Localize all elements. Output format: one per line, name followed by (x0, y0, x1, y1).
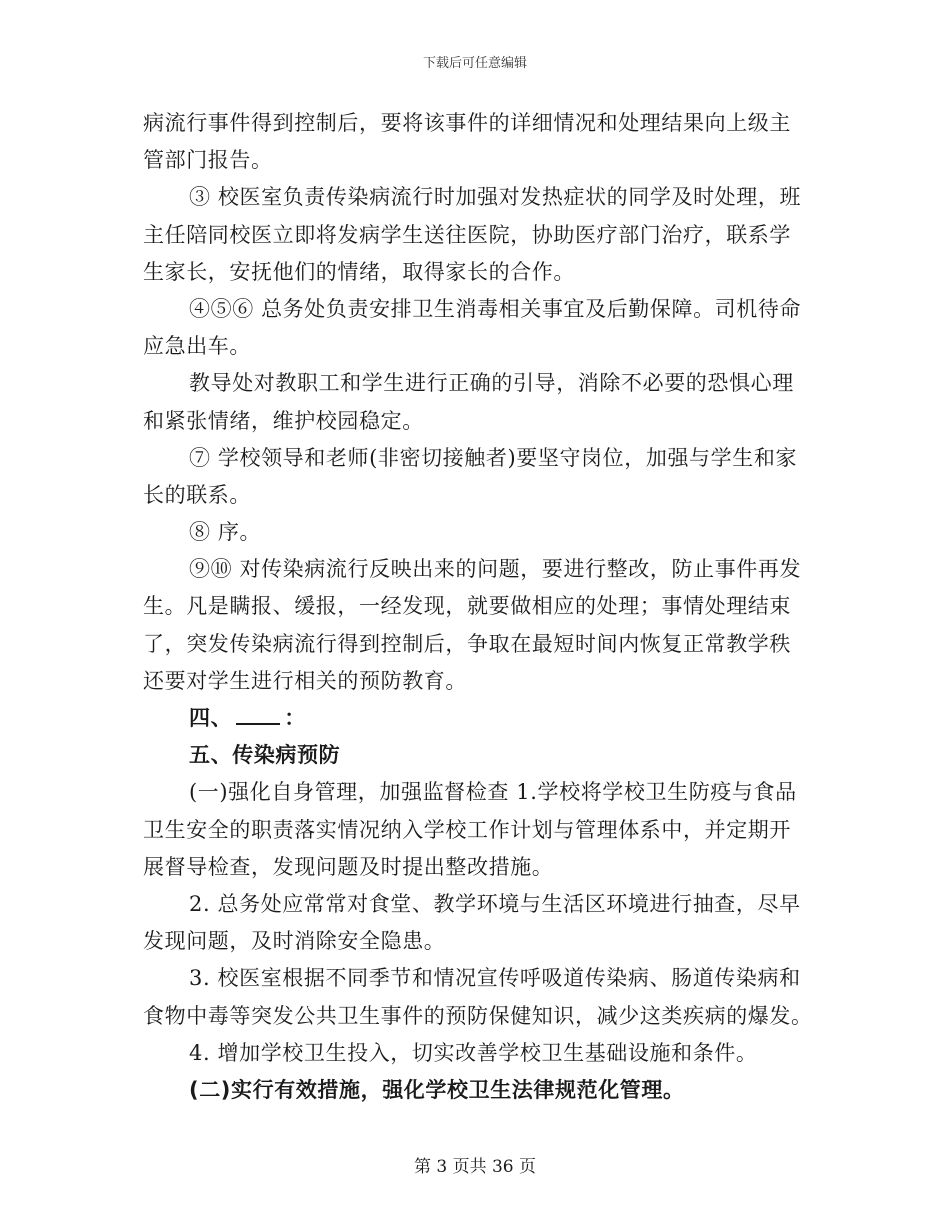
paragraph-line: 3. 校医室根据不同季节和情况宣传呼吸道传染病、肠道传染病和 (189, 966, 801, 991)
paragraph-line: 卫生安全的职责落实情况纳入学校工作计划与管理体系中，并定期开 (143, 817, 791, 842)
paragraph-line: 管部门报告。 (143, 148, 273, 173)
paragraph-line: 发现问题，及时消除安全隐患。 (143, 929, 446, 954)
paragraph-line: 应急出车。 (143, 334, 251, 359)
blank-underline (236, 705, 280, 725)
page-header: 下载后可任意编辑 (422, 56, 527, 71)
paragraph-line: 教导处对教职工和学生进行正确的引导，消除不必要的恐惧心理 (189, 371, 794, 396)
paragraph-line: 长的联系。 (143, 482, 251, 507)
paragraph-line: ⑦ 学校领导和老师(非密切接触者)要坚守岗位，加强与学生和家 (189, 445, 798, 470)
paragraph-line: ⑨⑩ 对传染病流行反映出来的问题，要进行整改，防止事件再发 (189, 557, 802, 582)
section-heading-five: 五、传染病预防 (189, 743, 341, 768)
paragraph-line: 2. 总务处应常常对食堂、教学环境与生活区环境进行抽查，尽早 (189, 891, 801, 916)
subsection-heading: (二)实行有效措施，强化学校卫生法律规范化管理。 (189, 1077, 685, 1102)
paragraph-line: ⑧ 序。 (189, 520, 262, 545)
page-footer: 第 3 页共 36 页 (413, 1157, 537, 1177)
section-four-prefix: 四、 (189, 706, 233, 730)
paragraph-line: 生家长，安抚他们的情绪，取得家长的合作。 (143, 259, 575, 284)
paragraph-line: 食物中毒等突发公共卫生事件的预防保健知识，减少这类疾病的爆发。 (143, 1003, 813, 1028)
paragraph-line: 病流行事件得到控制后，要将该事件的详细情况和处理结果向上级主 (143, 111, 791, 135)
paragraph-line: ④⑤⑥ 总务处负责安排卫生消毒相关事宜及后勤保障。司机待命 (189, 296, 802, 321)
paragraph-line: 4. 增加学校卫生投入，切实改善学校卫生基础设施和条件。 (189, 1040, 758, 1065)
paragraph-line: ③ 校医室负责传染病流行时加强对发热症状的同学及时处理，班 (189, 185, 802, 210)
paragraph-line: (一)强化自身管理，加强监督检查 1.学校将学校卫生防疫与食品 (189, 780, 797, 805)
document-body (143, 105, 813, 1109)
paragraph-line: 和紧张情绪，维护校园稳定。 (143, 408, 424, 433)
paragraph-line: 主任陪同校医立即将发病学生送往医院，协助医疗部门治疗，联系学 (143, 222, 791, 247)
paragraph-line: 还要对学生进行相关的预防教育。 (143, 668, 467, 693)
section-heading-four (143, 700, 813, 737)
paragraph-line: 了，突发传染病流行得到控制后，争取在最短时间内恢复正常教学秩 (143, 631, 791, 656)
section-four-suffix: ： (284, 706, 306, 730)
paragraph-line: 生。凡是瞒报、缓报，一经发现，就要做相应的处理；事情处理结束 (143, 594, 791, 619)
paragraph-line: 展督导检查，发现问题及时提出整改措施。 (143, 854, 554, 879)
